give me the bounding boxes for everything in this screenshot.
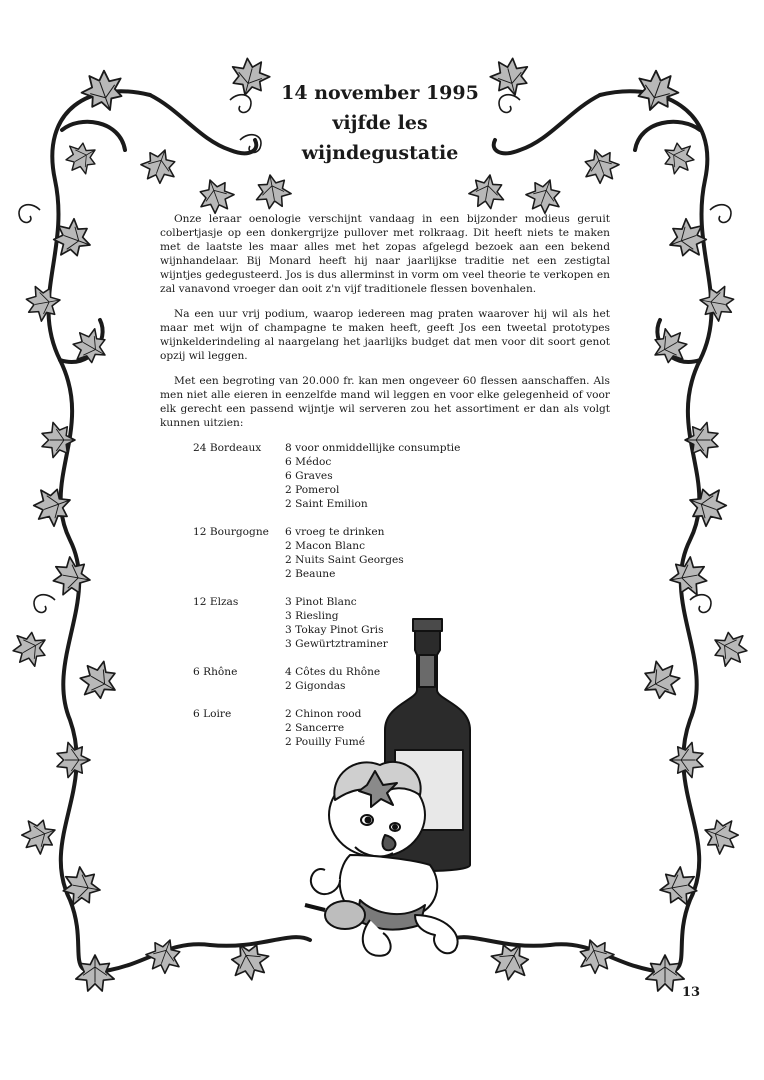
wine-region: 6 Loire xyxy=(193,708,232,720)
wine-item: 2 Chinon rood xyxy=(285,708,362,720)
wine-group-bordeaux xyxy=(193,441,460,511)
wine-item: 2 Beaune xyxy=(285,568,336,580)
wine-item: 6 Médoc xyxy=(285,456,332,468)
wine-item: 2 Pouilly Fumé xyxy=(285,736,366,748)
lesson-heading: vijfde les xyxy=(332,112,428,134)
wine-region: 12 Bourgogne xyxy=(193,526,269,538)
article-body xyxy=(160,212,610,441)
wine-item: 2 Pomerol xyxy=(285,484,340,496)
wine-group-bourgogne xyxy=(193,525,460,581)
wine-item: 2 Gigondas xyxy=(285,680,346,692)
wine-region: 12 Elzas xyxy=(193,596,239,608)
wine-region: 24 Bordeaux xyxy=(193,442,262,454)
cherub-wine-bottle-illustration xyxy=(295,615,500,965)
wine-item: 2 Nuits Saint Georges xyxy=(285,554,404,566)
wine-item: 3 Riesling xyxy=(285,610,339,622)
paragraph: Met een begroting van 20.000 fr. kan men ongeveer 60 flessen aanschaffen. Als men niet alle eieren in eenzelfde mand wil leggen en voor elke gelegenheid of voor elk gerecht een passend wijntje wil serveren zou het assortiment er dan als volgt kunnen uitzien: xyxy=(160,375,610,429)
wine-item: 3 Pinot Blanc xyxy=(285,596,357,608)
wine-item: 2 Macon Blanc xyxy=(285,540,366,552)
paragraph: Onze leraar oenologie verschijnt vandaag in een bijzonder modieus geruit colbertjasje op een donkergrijze pullover met rolkraag. Dit heeft niets te maken met de laatste les maar alles met het zopas afgelegd bezoek aan een bekend wijnhandelaar. Bij Monard heeft hij naar jaarlijkse traditie net een zestigtal wijntjes gedegusteerd. Jos is dus allerminst in vorm om veel theorie te verkopen en zal vanavond vroeger dan ooit z'n vijf traditionele flessen bovenhalen. xyxy=(160,213,610,295)
wine-item: 3 Tokay Pinot Gris xyxy=(285,624,384,636)
wine-item: 2 Saint Emilion xyxy=(285,498,368,510)
paragraph: Na een uur vrij podium, waarop iedereen mag praten waarover hij wil als het maar met wijn of champagne te maken heeft, geeft Jos een tweetal prototypes wijnkelderindeling al naargelang het jaarlijks budget dat men voor dit soort genot opzij wil leggen. xyxy=(160,308,610,362)
date-heading: 14 november 1995 xyxy=(281,82,479,104)
wine-item: 4 Côtes du Rhône xyxy=(285,666,381,678)
wine-item: 3 Gewürtztraminer xyxy=(285,638,388,650)
wine-item: 6 vroeg te drinken xyxy=(285,526,385,538)
wine-item: 6 Graves xyxy=(285,470,333,482)
topic-heading: wijndegustatie xyxy=(301,142,459,164)
wine-item: 2 Sancerre xyxy=(285,722,345,734)
wine-item: 8 voor onmiddellijke consumptie xyxy=(285,442,461,454)
page-header xyxy=(270,78,490,168)
page-number: 13 xyxy=(682,985,701,1000)
wine-region: 6 Rhône xyxy=(193,666,238,678)
